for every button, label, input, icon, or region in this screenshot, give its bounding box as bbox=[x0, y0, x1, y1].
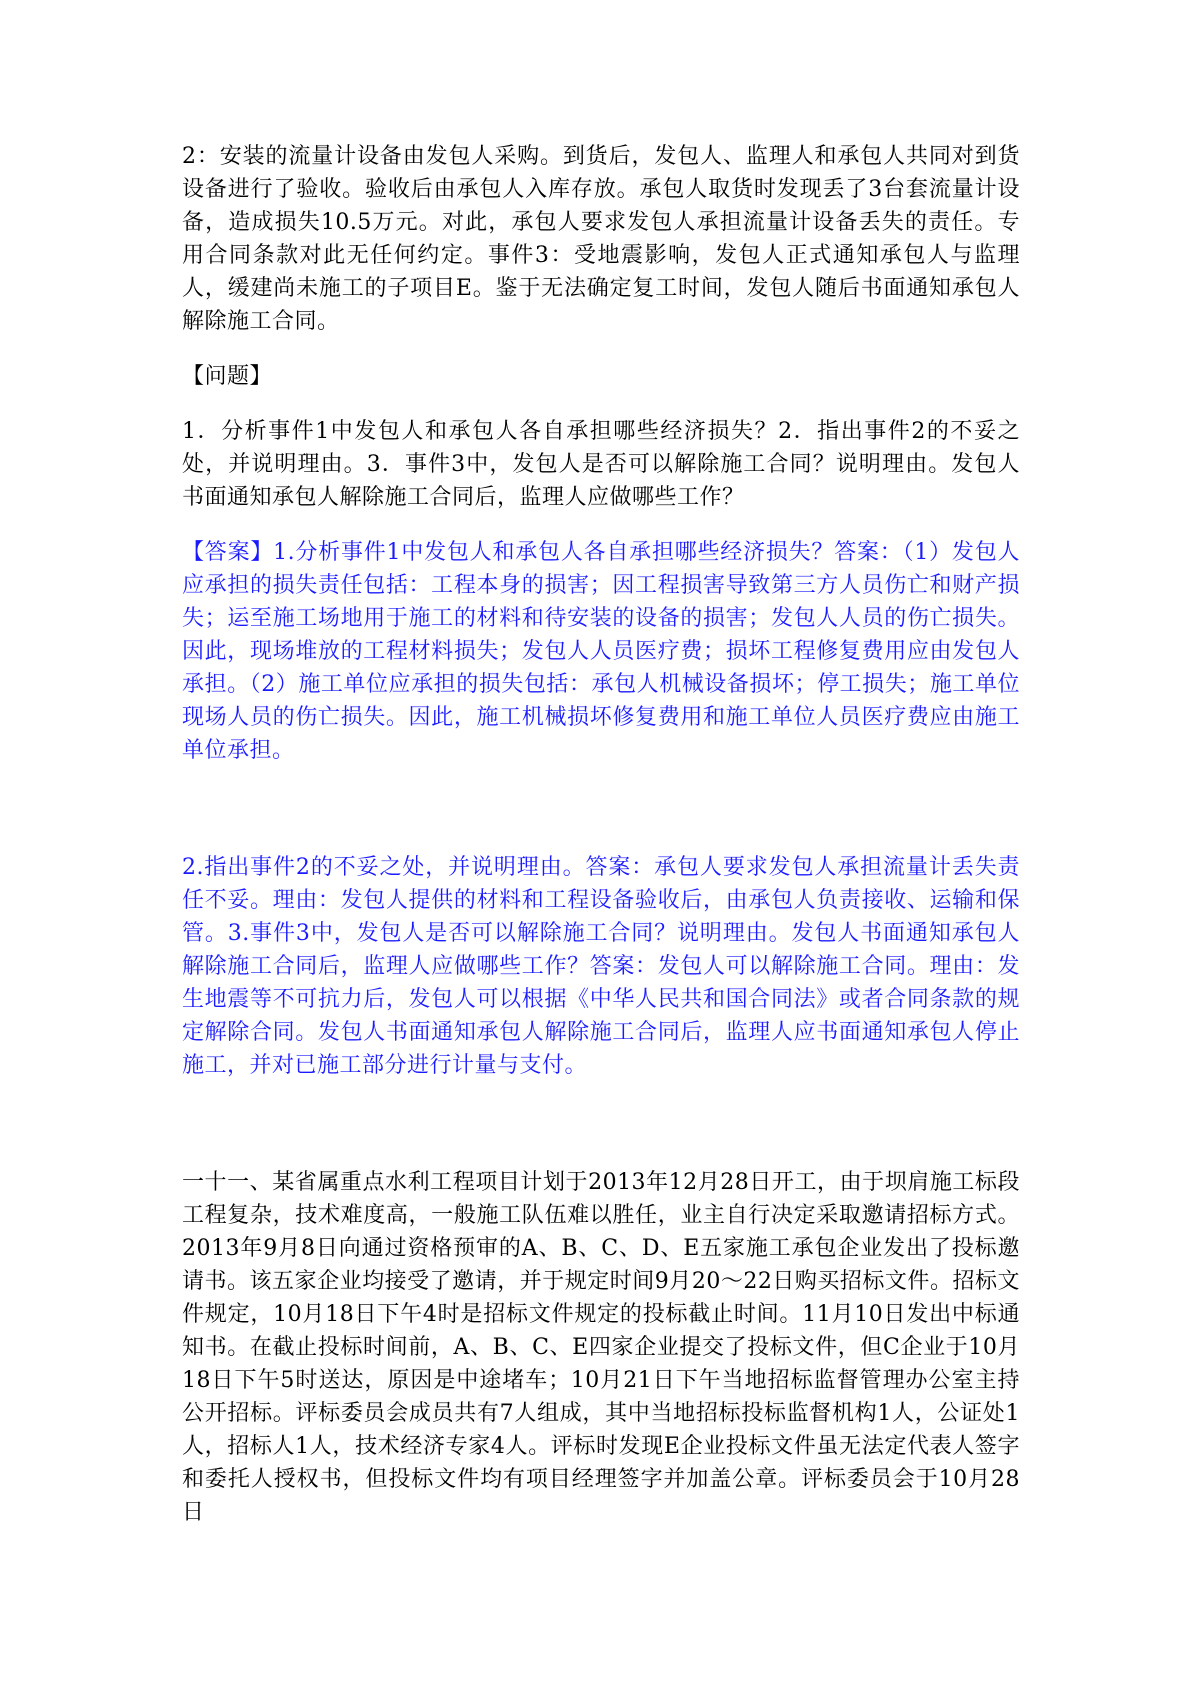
document-page bbox=[182, 140, 1020, 1529]
question-paragraph: 1．分析事件1中发包人和承包人各自承担哪些经济损失？2．指出事件2的不妥之处，并说明理由。3．事件3中，发包人是否可以解除施工合同？说明理由。发包人书面通知承包人解除施工合同后，监理人应做哪些工作？ bbox=[182, 419, 1020, 510]
event-description-paragraph: 2：安装的流量计设备由发包人采购。到货后，发包人、监理人和承包人共同对到货设备进行了验收。验收后由承包人入库存放。承包人取货时发现丢了3台套流量计设备，造成损失10.5万元。对此，承包人要求发包人承担流量计设备丢失的责任。专用合同条款对此无任何约定。事件3：受地震影响，发包人正式通知承包人与监理人，缓建尚未施工的子项目E。鉴于无法确定复工时间，发包人随后书面通知承包人解除施工合同。 bbox=[182, 144, 1020, 334]
case-eleven-paragraph: 一十一、某省属重点水利工程项目计划于2013年12月28日开工，由于坝肩施工标段工程复杂，技术难度高，一般施工队伍难以胜任，业主自行决定采取邀请招标方式。2013年9月8日向通过资格预审的A、B、C、D、E五家施工承包企业发出了投标邀请书。该五家企业均接受了邀请，并于规定时间9月20～22日购买招标文件。招标文件规定，10月18日下午4时是招标文件规定的投标截止时间。11月10日发出中标通知书。在截止投标时间前，A、B、C、E四家企业提交了投标文件，但C企业于10月18日下午5时送达，原因是中途堵车；10月21日下午当地招标监督管理办公室主持公开招标。评标委员会成员共有7人组成，其中当地招标投标监督机构1人，公证处1人，招标人1人，技术经济专家4人。评标时发现E企业投标文件虽无法定代表人签字和委托人授权书，但投标文件均有项目经理签字并加盖公章。评标委员会于10月28日 bbox=[182, 1170, 1020, 1525]
answer-paragraph-1: 【答案】1.分析事件1中发包人和承包人各自承担哪些经济损失？答案：（1）发包人应承担的损失责任包括：工程本身的损害；因工程损害导致第三方人员伤亡和财产损失；运至施工场地用于施工的材料和待安装的设备的损害；发包人人员的伤亡损失。因此，现场堆放的工程材料损失；发包人人员医疗费；损坏工程修复费用应由发包人承担。（2）施工单位应承担的损失包括：承包人机械设备损坏；停工损失；施工单位现场人员的伤亡损失。因此，施工机械损坏修复费用和施工单位人员医疗费应由施工单位承担。 bbox=[182, 540, 1020, 763]
question-heading: 【问题】 bbox=[182, 364, 273, 389]
answer-paragraph-2: 2.指出事件2的不妥之处，并说明理由。答案：承包人要求发包人承担流量计丢失责任不妥。理由：发包人提供的材料和工程设备验收后，由承包人负责接收、运输和保管。3.事件3中，发包人是否可以解除施工合同？说明理由。发包人书面通知承包人解除施工合同后，监理人应做哪些工作？答案：发包人可以解除施工合同。理由：发生地震等不可抗力后，发包人可以根据《中华人民共和国合同法》或者合同条款的规定解除合同。发包人书面通知承包人解除施工合同后，监理人应书面通知承包人停止施工，并对已施工部分进行计量与支付。 bbox=[182, 855, 1020, 1078]
